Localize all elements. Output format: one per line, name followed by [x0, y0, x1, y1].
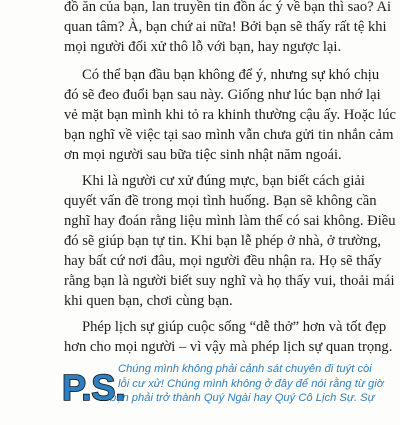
text-line: đó sẽ giúp bạn tự tin. Khi bạn lễ phép ở nhà, ở trường,: [64, 233, 382, 249]
text-line: hay bất cứ nơi đâu, mọi người đều nhận ra. Họ sẽ thấy: [64, 253, 382, 269]
text-line: Khi là người cư xử đúng mực, bạn biết cách giải: [82, 173, 365, 189]
text-line: quan tâm? À, bạn chứ ai nữa! Bởi bạn sẽ thấy rất tệ khi: [64, 19, 387, 35]
ps-logo-text: P.S.: [62, 367, 126, 408]
text-line: hơn cho mọi người – vì vậy mà phép lịch sự quan trọng.: [64, 339, 393, 355]
text-line: đó sẽ đeo đuổi bạn sau này. Giống như lúc bạn nhớ lại: [64, 87, 381, 103]
text-line: khi quen bạn, chơi cùng bạn.: [64, 293, 233, 309]
text-line: quyết vấn đề trong mọi tình huống. Bạn sẽ không cần: [64, 193, 377, 209]
text-line: nghĩ hay đoán rằng liệu mình làm thế có sai không. Điều: [64, 213, 396, 229]
ps-line: Chúng mình không phải cảnh sát chuyên đi tuýt còi: [118, 363, 372, 375]
ps-line: bạn phải trở thành Quý Ngài hay Quý Cô Lịch Sự. Sự: [110, 392, 375, 404]
text-line: ơn mọi người sau bữa tiệc sinh nhật năm ngoái.: [64, 147, 342, 163]
text-line: vẻ mặt bạn mình khi tỏ ra khinh thường cậu ấy. Hoặc lúc: [64, 107, 397, 123]
text-line: bạn nghĩ về việc tại sao mình vẫn chưa gửi tin nhắn cảm: [64, 127, 394, 143]
text-line: rằng bạn là người biết suy nghĩ và họ thấy vui, thoải mái: [64, 273, 395, 289]
ps-line: lỗi cư xử! Chúng mình không ở đây để nói rằng từ giờ: [118, 378, 384, 390]
text-line: Phép lịch sự giúp cuộc sống “dễ thở” hơn và tốt đẹp: [82, 319, 387, 335]
text-line: đồ ăn của bạn, lan truyền tin đồn ác ý về bạn thì sao? Ai: [64, 0, 392, 15]
text-line: Có thể bạn đầu bạn không để ý, nhưng sự khó chịu: [82, 67, 380, 83]
text-line: mọi người đối xử thô lỗ với bạn, hay ngược lại.: [64, 39, 342, 55]
